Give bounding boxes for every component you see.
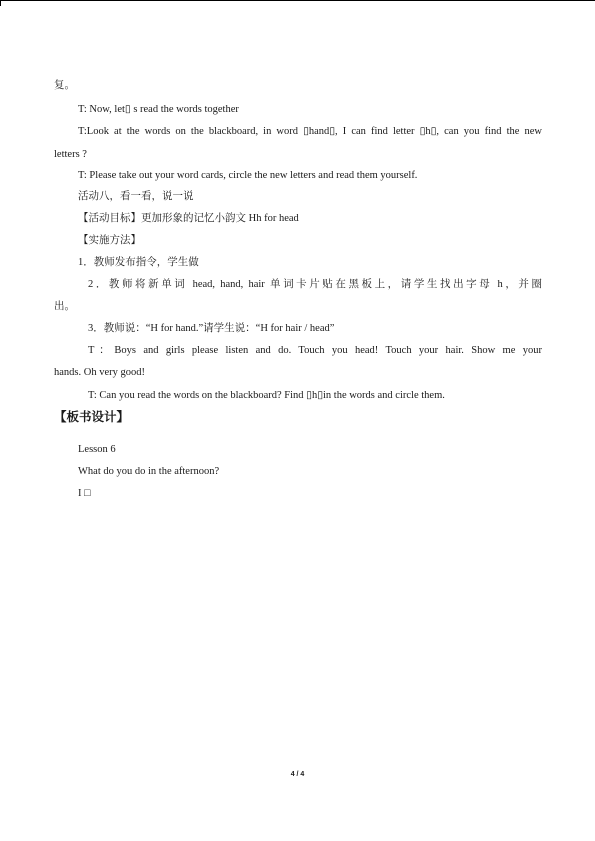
text-line: 3．教师说：“H for hand.”请学生说：“H for hair / head” <box>88 323 335 334</box>
text-line: 1．教师发布指令，学生做 <box>78 257 199 268</box>
text-line: 【实施方法】 <box>78 235 141 246</box>
text-line: hands. Oh very good! <box>54 367 145 378</box>
text-line: 2．教师将新单词 head, hand, hair 单词卡片贴在黑板上，请学生找出字母 h，并圈 <box>88 279 542 290</box>
text-line: 【活动目标】更加形象的记忆小韵文 Hh for head <box>78 213 299 224</box>
header-rule-tick <box>0 0 1 6</box>
text-line: T: Now, let▯ s read the words together <box>78 104 239 115</box>
text-line: letters ? <box>54 149 87 160</box>
text-line: 出。 <box>54 301 75 312</box>
text-line: 活动八，看一看，说一说 <box>78 191 194 202</box>
header-rule <box>0 0 595 1</box>
board-line: Lesson 6 <box>78 444 116 455</box>
text-line: T: Please take out your word cards, circle the new letters and read them yourself. <box>78 170 418 181</box>
text-line: T:Look at the words on the blackboard, in word ▯hand▯, I can find letter ▯h▯, can you find the new <box>78 126 542 137</box>
section-heading: 【板书设计】 <box>54 409 130 424</box>
text-line: T：Boys and girls please listen and do. Touch you head! Touch your hair. Show me your <box>88 345 542 356</box>
text-line: 复。 <box>54 80 75 91</box>
page-number: 4 / 4 <box>290 771 305 778</box>
board-line: I □ <box>78 488 91 499</box>
board-line: What do you do in the afternoon? <box>78 466 220 477</box>
text-line: T: Can you read the words on the blackboard? Find ▯h▯in the words and circle them. <box>88 390 445 401</box>
